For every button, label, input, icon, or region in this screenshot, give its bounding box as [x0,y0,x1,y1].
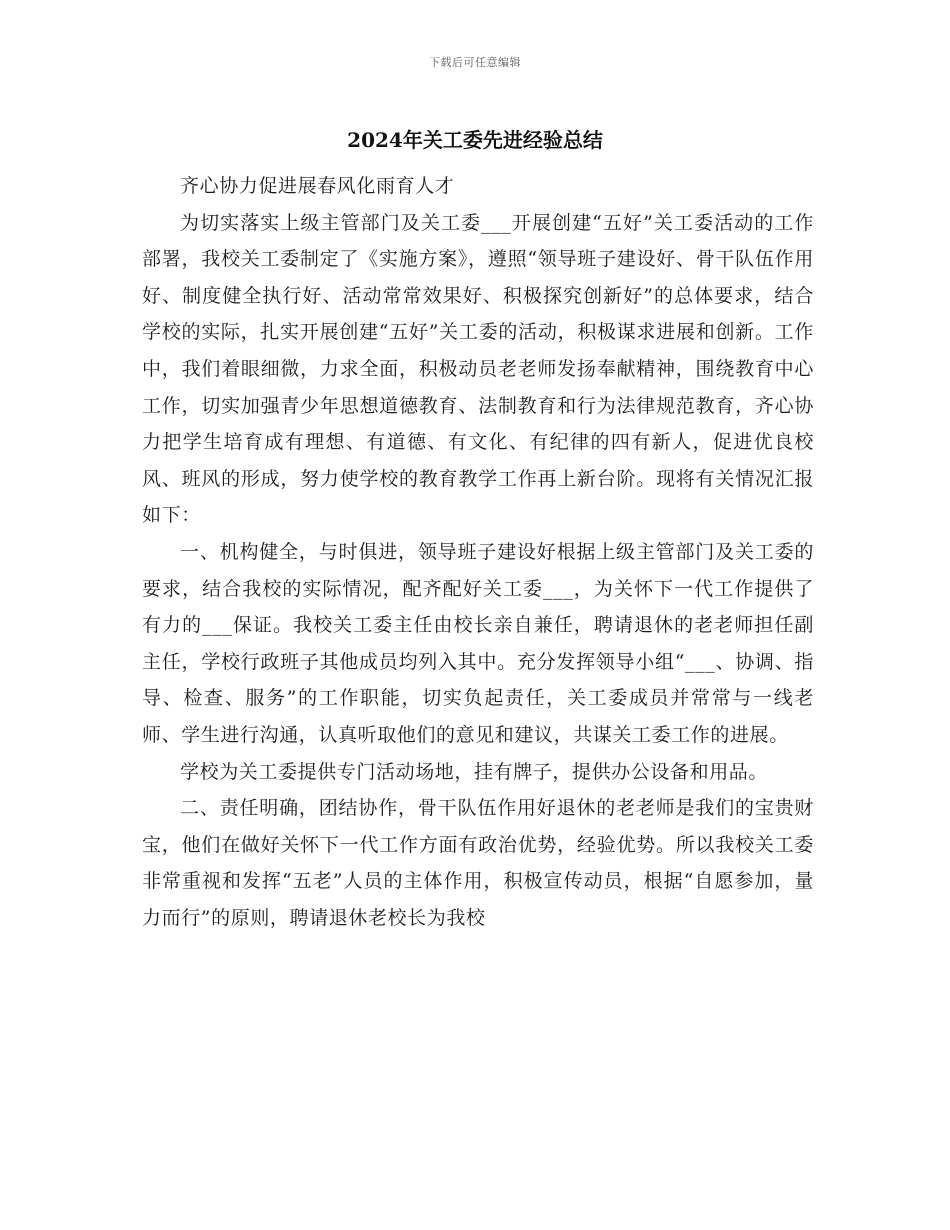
header-note: 下载后可任意编辑 [429,56,521,69]
facilities-paragraph: 学校为关工委提供专门活动场地，挂有牌子，提供办公设备和用品。 [180,760,769,783]
section-one-paragraph: 一、机构健全，与时俱进，领导班子建设好根据上级主管部门及关工委的要求，结合我校的实际情况，配齐配好关工委___，为关怀下一代工作提供了有力的___保证。我校关工委主任由校长亲自兼任，聘请退休的老老师担任副主任，学校行政班子其他成员均列入其中。充分发挥领导小组“___、协调、指导、检查、服务”的工作职能，切实负起责任，关工委成员并常常与一线老师、学生进行沟通，认真听取他们的意见和建议，共谋关工委工作的进展。 [142,540,814,746]
document-title: 2024年关工委先进经验总结 [347,128,603,152]
document-body [142,168,814,936]
subtitle-paragraph: 齐心协力促进展春风化雨育人才 [180,175,455,197]
intro-paragraph: 为切实落实上级主管部门及关工委___开展创建“五好”关工委活动的工作部署，我校关工委制定了《实施方案》，遵照“领导班子建设好、骨干队伍作用好、制度健全执行好、活动常常效果好、积极探究创新好”的总体要求，结合学校的实际，扎实开展创建“五好”关工委的活动，积极谋求进展和创新。工作中，我们着眼细微，力求全面，积极动员老老师发扬奉献精神，围绕教育中心工作，切实加强青少年思想道德教育、法制教育和行为法律规范教育，齐心协力把学生培育成有理想、有道德、有文化、有纪律的四有新人，促进优良校风、班风的形成，努力使学校的教育教学工作再上新台阶。现将有关情况汇报如下： [142,211,814,527]
section-two-paragraph: 二、责任明确，团结协作，骨干队伍作用好退休的老老师是我们的宝贵财宝，他们在做好关怀下一代工作方面有政治优势，经验优势。所以我校关工委非常重视和发挥“五老”人员的主体作用，积极宣传动员，根据“自愿参加，量力而行”的原则，聘请退休老校长为我校 [142,797,814,929]
